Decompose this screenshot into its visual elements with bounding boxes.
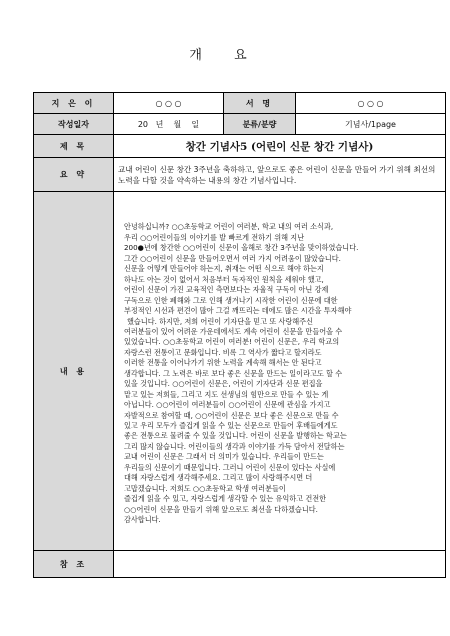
content-label: 내 용 xyxy=(34,192,114,551)
content-line: 여러분들이 있어 어려운 가운데에서도 계속 어린이 신문을 만들어올 수 xyxy=(124,326,343,336)
content-line: 자발적으로 참여할 때, ○○어린이 신문은 보다 좋은 신문으로 만들 수 xyxy=(124,410,339,420)
date-label: 작성일자 xyxy=(34,114,114,135)
content-line: 어린이 신문이 가진 교육적인 측면보다는 자율적 구독이 아닌 강제 xyxy=(124,285,329,295)
content-body xyxy=(114,192,446,551)
content-line: 좋은 전통으로 물려줄 수 있을 것입니다. 어린이 신문을 발행하는 학교는 xyxy=(124,431,347,441)
subject-label: 제 목 xyxy=(34,135,114,158)
content-line: 구독으로 인한 폐해와 그로 인해 생겨나기 시작한 어린이 신문에 대한 xyxy=(124,295,338,305)
content-line: 즐겁게 읽을 수 있고, 자랑스럽게 생각할 수 있는 유익하고 건전한 xyxy=(124,494,327,504)
summary-label: 요 약 xyxy=(34,158,114,192)
book-name-label: 서 명 xyxy=(224,93,296,114)
category-label: 분류/분량 xyxy=(224,114,296,135)
reference-value xyxy=(114,551,446,578)
content-line: 그리 많지 않습니다. 어린이들의 생각과 이야기를 가득 담아서 전달하는 xyxy=(124,441,345,451)
content-line: 하나도 아는 것이 없어서 처음부터 독자적인 원칙을 세워야 했고, xyxy=(124,274,324,284)
category-value: 기념사/1page xyxy=(296,114,446,135)
summary-value: 교내 어린이 신문 창간 3주년을 축하하고, 앞으로도 좋은 어린이 신문을 만들어 가기 위해 최선의 노력을 다할 것을 약속하는 내용의 창간 기념사입니다. xyxy=(114,158,446,192)
reference-label: 참 조 xyxy=(34,551,114,578)
content-line: 우리 ○○어린이들의 이야기를 발 빠르게 전하기 위해 지난 xyxy=(124,232,305,242)
content-line: 했습니다. 하지만, 저희 어린이 기자단을 믿고 또 사랑해주신 xyxy=(127,316,313,326)
content-line: 자랑스런 전통이고 문화입니다. 비록 그 역사가 짧다고 할지라도 xyxy=(124,347,322,357)
content-line: 생각합니다. 그 노력은 바로 보다 좋은 신문을 만드는 일이라고도 할 수 xyxy=(124,368,343,378)
content-line: 부정적인 시선과 편견이 많아 그걸 깨뜨리는 데에도 많은 시간을 투자해야 xyxy=(124,306,352,316)
content-line: 있었습니다. ○○초등학교 어린이 여러분! 어린이 신문은, 우리 학교의 xyxy=(124,337,340,347)
content-line: 맡고 있는 저희들, 그리고 지도 선생님의 힘만으로 만들 수 있는 게 xyxy=(124,389,329,399)
author-label: 지 은 이 xyxy=(34,93,114,114)
overview-table xyxy=(33,92,446,578)
content-line: 신문을 어떻게 만들어야 하는지, 취재는 어떤 식으로 해야 하는지 xyxy=(124,264,324,274)
content-line: 고맙겠습니다. 저희도 ○○초등학교 학생 여러분들이 xyxy=(124,483,286,493)
author-value: ○ ○ ○ xyxy=(114,93,224,114)
page-title: 개 요 xyxy=(189,48,261,63)
date-value: 20 년 월 일 xyxy=(114,114,224,135)
content-line: 우리들의 신문이기 때문입니다. 그러니 어린이 신문이 있다는 사실에 xyxy=(124,462,336,472)
content-line: ○○어린이 신문을 만들기 위해 앞으로도 최선을 다하겠습니다. xyxy=(124,504,318,514)
subject-value: 창간 기념사5 (어린이 신문 창간 기념사) xyxy=(114,135,446,158)
content-line: 이러한 전통을 이어나가기 위한 노력을 계속해 해서는 안 된다고 xyxy=(124,358,322,368)
content-line: 안녕하십니까? ○○초등학교 어린이 여러분, 학교 내의 여러 소식과, xyxy=(124,222,334,232)
content-line: 200●년에 창간한 ○○어린이 신문이 올해로 창간 3주년을 맞이하였습니다. xyxy=(124,243,359,253)
book-name-value: ○ ○ ○ xyxy=(296,93,446,114)
content-line: 있고 우리 모두가 즐겁게 읽을 수 있는 신문으로 만들어 후배들에게도 xyxy=(124,421,338,431)
content-line: 있을 것입니다. ○○어린이 신문은, 어린이 기자단과 신문 편집을 xyxy=(124,379,323,389)
content-line: 교내 어린이 신문은 그래서 더 의미가 있습니다. 우리들이 만드는 xyxy=(124,452,324,462)
content-line: 아닙니다. ○○어린이 여러분들이 ○○어린이 신문에 관심을 가지고 xyxy=(124,400,331,410)
content-line: 감사합니다. xyxy=(124,515,161,525)
content-line: 대해 자랑스럽게 생각해주세요. 그리고 많이 사랑해주시면 더 xyxy=(124,473,313,483)
content-line: 그간 ○○어린이 신문을 만들어오면서 여러 가지 어려움이 많았습니다. xyxy=(124,253,341,263)
